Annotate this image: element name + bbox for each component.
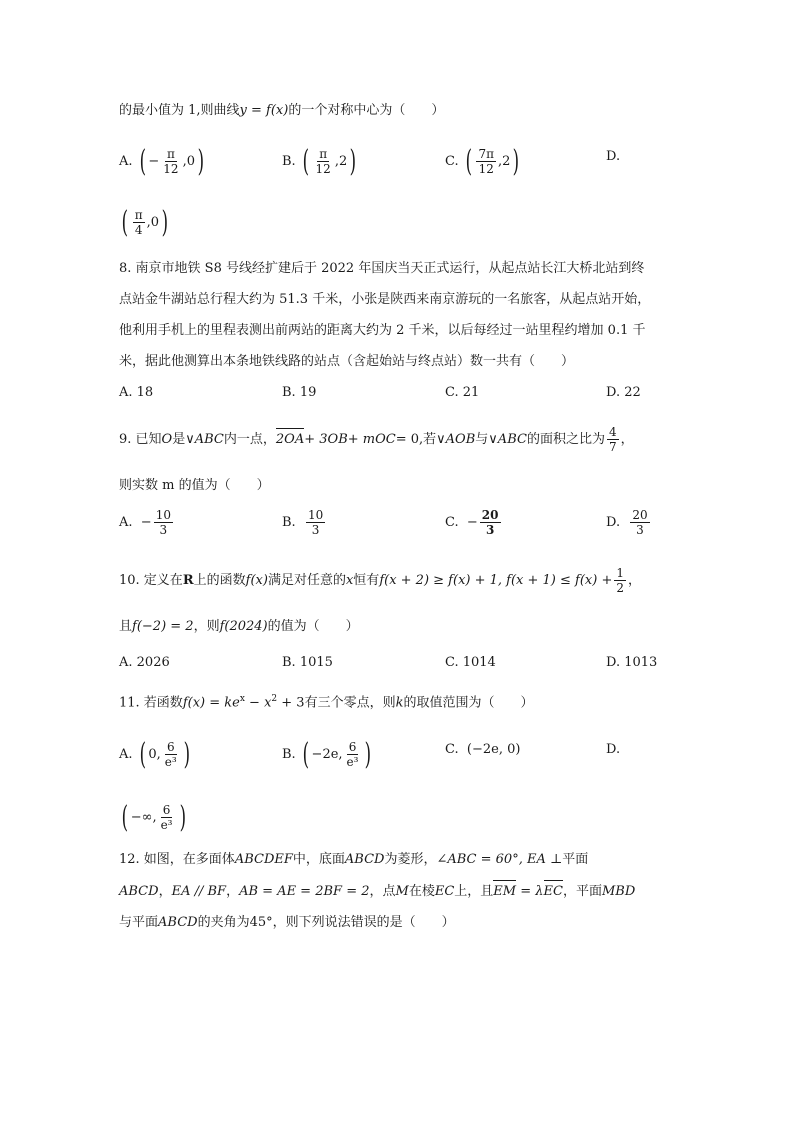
q8-line-3: 他利用手机上的里程表测出前两站的距离大约为 2 千米，以后每经过一站里程约增加 0.1 千 xyxy=(119,323,646,338)
q10-option-b: B. 1015 xyxy=(282,655,333,670)
q9-line-2: 则实数 m 的值为（ ） xyxy=(119,478,270,493)
q7-option-c: C. ( $\frac{7\pi}{12}$ ,2 ) xyxy=(445,143,520,179)
q8-option-a: A. 18 xyxy=(119,385,154,400)
q10-option-a: A. 2026 xyxy=(119,655,170,670)
q7-option-a: A. ( − $\frac{\pi}{12}$ ,0 ) xyxy=(119,143,205,179)
q12-line-2: ABCD，EA // BF，AB = AE = 2BF = 2，点M在棱EC上，且EM = λEC，平面MBD xyxy=(119,882,635,902)
q10-stem: 10. 定义在 R 上的函数 f(x) 满足对任意的 x 恒有 f(x + 2) ≥ f(x) + 1, f(x + 1) ≤ f(x) + $\frac{1}{2}$ ， xyxy=(119,566,642,595)
q8-line-1: 8. 南京市地铁 S8 号线经扩建后于 2022 年国庆当天正式运行，从起点站长江大桥北站到终 xyxy=(119,261,645,276)
q11-option-a: A. ( 0, $\frac{6}{\text{e³}}$ ) xyxy=(119,736,190,772)
q7-option-b: B. ( $\frac{\pi}{12}$ ,2 ) xyxy=(282,143,357,179)
q9-option-c: C. − $\frac{20}{3}$ xyxy=(445,508,499,537)
q10-option-d: D. 1013 xyxy=(606,655,658,670)
q11-option-d-value: ( −∞, $\frac{6}{\text{e³}}$ ) xyxy=(121,799,186,835)
q8-option-b: B. 19 xyxy=(282,385,317,400)
q9-option-d: D. $\frac{20}{3}$ xyxy=(606,508,648,537)
q12-line-1: 12. 如图，在多面体ABCDEF中，底面ABCD为菱形，∠ABC = 60°, EA ⊥平面 xyxy=(119,852,589,867)
q11-option-d-label: D. xyxy=(606,742,621,757)
q7-option-d-label: D. xyxy=(606,149,621,164)
q8-line-4: 米，据此他测算出本条地铁线路的站点（含起始站与终点站）数一共有（ ） xyxy=(119,354,575,369)
q8-line-2: 点站金牛湖站总行程大约为 51.3 千米，小张是陕西来南京游玩的一名旅客，从起点站开始， xyxy=(119,292,651,307)
q10-option-c: C. 1014 xyxy=(445,655,496,670)
q11-option-b: B. ( −2e, $\frac{6}{\text{e³}}$ ) xyxy=(282,736,372,772)
q11-stem: 11. 若函数$f(x) = ke^x - x^2 + 3$有三个零点，则k的取值范围为（ ） xyxy=(119,694,534,711)
q8-option-d: D. 22 xyxy=(606,385,641,400)
q9-option-b: B. $\frac{10}{3}$ xyxy=(282,508,324,537)
q10-line-2: 且f(−2) = 2，则f(2024)的值为（ ） xyxy=(119,619,359,634)
q7-stem: 的最小值为 1,则曲线y = f(x)的一个对称中心为（ ） xyxy=(119,103,445,118)
q9-option-a: A. − $\frac{10}{3}$ xyxy=(119,508,171,537)
q9-stem: 9. 已知 O 是 ∨ABC 内一点， 2OA + 3OB + mOC = 0 ,若 ∨AOB 与 ∨ABC 的面积之比为 $\frac{4}{7}$ ， xyxy=(119,425,634,454)
q7-option-d-value: ( $\frac{\pi}{4}$ ,0 ) xyxy=(121,204,169,240)
q11-option-c: C. (−2e, 0) xyxy=(445,742,521,757)
q12-line-3: 与平面ABCD的夹角为45°，则下列说法错误的是（ ） xyxy=(119,915,455,930)
q8-option-c: C. 21 xyxy=(445,385,480,400)
